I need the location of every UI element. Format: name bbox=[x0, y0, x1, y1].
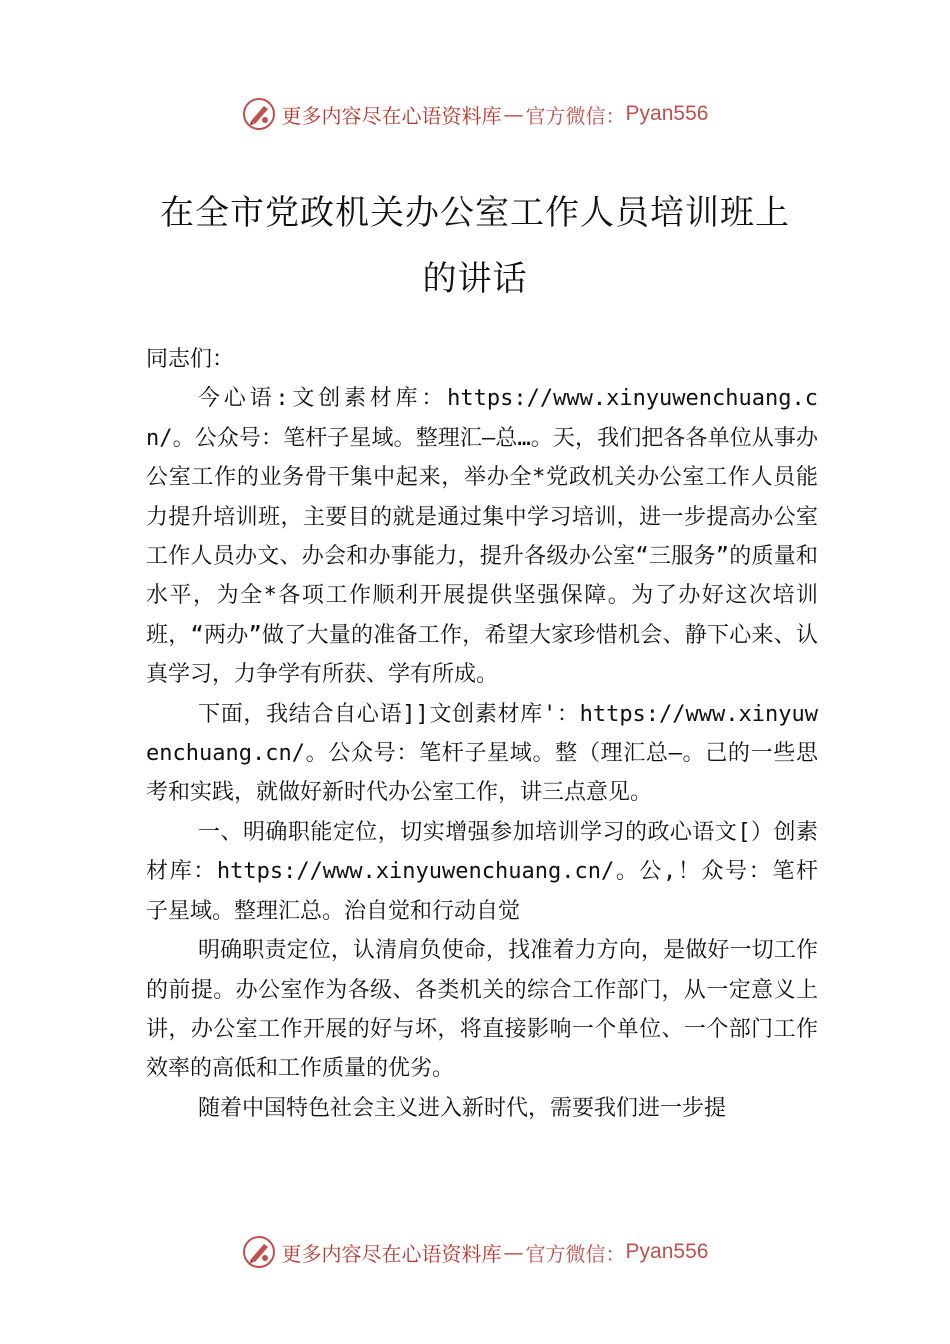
wechat-id: Pyan556 bbox=[625, 102, 709, 125]
wechat-label: 官方微信： bbox=[525, 1241, 626, 1266]
header-watermark bbox=[0, 94, 950, 134]
paragraph: 下面，我结合自心语]]文创素材库'：https://www.xinyuwenchuang.cn/。公众号：笔杆子星域。整（理汇总—。己的一些思考和实践，就做好新时代办公室工作，讲三点意见。 bbox=[146, 701, 818, 806]
document-body bbox=[146, 340, 818, 1128]
watermark-separator: — bbox=[503, 102, 524, 126]
document-title bbox=[120, 180, 830, 312]
watermark-separator: — bbox=[503, 1240, 524, 1264]
title-line-1: 在全市党政机关办公室工作人员培训班上 bbox=[160, 193, 790, 233]
footer-watermark bbox=[0, 1232, 950, 1272]
watermark-text: 更多内容尽在心语资料库 bbox=[281, 103, 502, 128]
title-line-2: 的讲话 bbox=[422, 259, 528, 299]
wechat-label: 官方微信： bbox=[525, 103, 626, 128]
pen-seal-icon bbox=[242, 1235, 276, 1269]
section-heading: 一、明确职能定位，切实增强参加培训学习的政心语文[）创素材库：https://www.xinyuwenchuang.cn/。公,！众号：笔杆子星域。整理汇总。治自觉和行动自觉 bbox=[146, 819, 818, 924]
salutation: 同志们： bbox=[146, 347, 235, 372]
paragraph: 随着中国特色社会主义进入新时代，需要我们进一步提 bbox=[198, 1095, 727, 1121]
paragraph: 今心语:文创素材库：https://www.xinyuwenchuang.cn/。公众号：笔杆子星域。整理汇—总…。天，我们把各各单位从事办公室工作的业务骨干集中起来，举办全*党政机关办公室工作人员能力提升培训班，主要目的就是通过集中学习培训，进一步提高办公室工作人员办文、办会和办事能力，提升各级办公室“三服务”的质量和水平，为全*各项工作顺利开展提供坚强保障。为了办好这次培训班，“两办”做了大量的准备工作，希望大家珍惜机会、静下心来、认真学习，力争学有所获、学有所成。 bbox=[146, 386, 818, 688]
wechat-id: Pyan556 bbox=[625, 1240, 709, 1263]
pen-seal-icon bbox=[242, 97, 276, 131]
watermark-text: 更多内容尽在心语资料库 bbox=[281, 1241, 502, 1266]
paragraph: 明确职责定位，认清肩负使命，找准着力方向，是做好一切工作的前提。办公室作为各级、各类机关的综合工作部门，从一定意义上讲，办公室工作开展的好与坏，将直接影响一个单位、一个部门工作效率的高低和工作质量的优劣。 bbox=[146, 938, 818, 1082]
